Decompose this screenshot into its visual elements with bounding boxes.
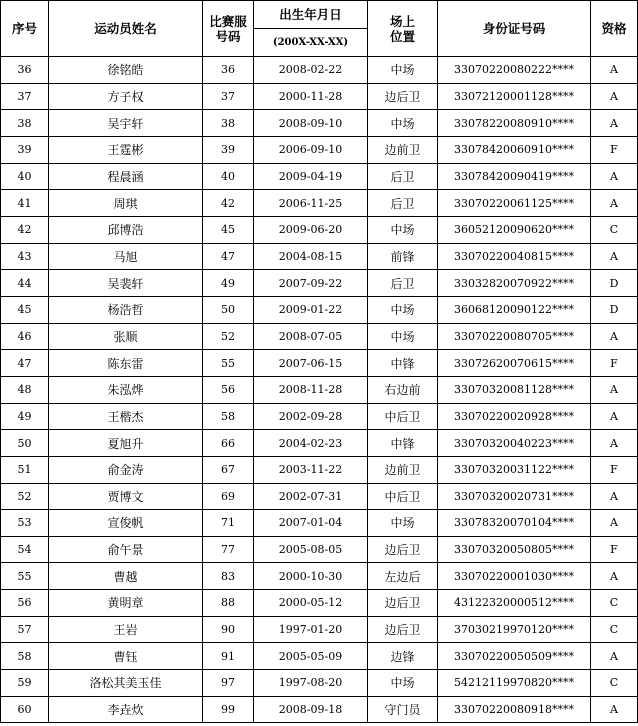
cell-position: 中锋	[368, 430, 438, 457]
cell-name: 王楷杰	[49, 403, 203, 430]
cell-jersey: 52	[203, 323, 254, 350]
cell-index: 57	[1, 616, 49, 643]
table-row	[1, 616, 638, 643]
cell-qualification: F	[591, 350, 638, 377]
cell-qualification: A	[591, 696, 638, 723]
table-row	[1, 296, 638, 323]
cell-birth: 2009-04-19	[254, 163, 368, 190]
cell-id-number: 33078320070104****	[438, 510, 591, 537]
cell-position: 中锋	[368, 350, 438, 377]
cell-name: 夏旭升	[49, 430, 203, 457]
table-row	[1, 376, 638, 403]
cell-id-number: 33078420090419****	[438, 163, 591, 190]
cell-position: 右边前	[368, 376, 438, 403]
cell-qualification: A	[591, 110, 638, 137]
cell-id-number: 33070220080705****	[438, 323, 591, 350]
cell-position: 中后卫	[368, 403, 438, 430]
cell-qualification: A	[591, 643, 638, 670]
cell-birth: 2000-05-12	[254, 590, 368, 617]
cell-qualification: A	[591, 190, 638, 217]
cell-name: 徐铭皓	[49, 57, 203, 84]
cell-index: 51	[1, 456, 49, 483]
cell-qualification: A	[591, 403, 638, 430]
cell-index: 38	[1, 110, 49, 137]
cell-position: 后卫	[368, 190, 438, 217]
table-row	[1, 163, 638, 190]
cell-birth: 2006-11-25	[254, 190, 368, 217]
cell-id-number: 33070220080918****	[438, 696, 591, 723]
cell-name: 宣俊帆	[49, 510, 203, 537]
cell-index: 45	[1, 296, 49, 323]
cell-jersey: 99	[203, 696, 254, 723]
cell-qualification: A	[591, 323, 638, 350]
cell-qualification: A	[591, 430, 638, 457]
cell-name: 马旭	[49, 243, 203, 270]
cell-jersey: 49	[203, 270, 254, 297]
table-row	[1, 57, 638, 84]
cell-birth: 2009-06-20	[254, 216, 368, 243]
cell-position: 边前卫	[368, 456, 438, 483]
cell-position: 边后卫	[368, 536, 438, 563]
header-qualification: 资格	[591, 1, 638, 57]
cell-name: 黄明章	[49, 590, 203, 617]
cell-index: 40	[1, 163, 49, 190]
cell-qualification: A	[591, 376, 638, 403]
cell-position: 边后卫	[368, 83, 438, 110]
cell-name: 王岩	[49, 616, 203, 643]
table-row	[1, 696, 638, 723]
cell-birth: 2005-08-05	[254, 536, 368, 563]
table-row	[1, 670, 638, 697]
cell-id-number: 33070320081128****	[438, 376, 591, 403]
cell-position: 中场	[368, 670, 438, 697]
cell-birth: 2000-10-30	[254, 563, 368, 590]
cell-jersey: 66	[203, 430, 254, 457]
cell-position: 后卫	[368, 270, 438, 297]
table-row	[1, 110, 638, 137]
cell-jersey: 77	[203, 536, 254, 563]
cell-id-number: 33072620070615****	[438, 350, 591, 377]
cell-id-number: 36068120090122****	[438, 296, 591, 323]
cell-index: 52	[1, 483, 49, 510]
table-row	[1, 590, 638, 617]
cell-id-number: 33032820070922****	[438, 270, 591, 297]
cell-birth: 2007-01-04	[254, 510, 368, 537]
cell-index: 49	[1, 403, 49, 430]
cell-index: 44	[1, 270, 49, 297]
cell-index: 46	[1, 323, 49, 350]
cell-qualification: A	[591, 483, 638, 510]
cell-position: 前锋	[368, 243, 438, 270]
cell-qualification: C	[591, 216, 638, 243]
cell-index: 56	[1, 590, 49, 617]
cell-birth: 2004-02-23	[254, 430, 368, 457]
cell-jersey: 69	[203, 483, 254, 510]
cell-qualification: D	[591, 270, 638, 297]
cell-id-number: 33070220050509****	[438, 643, 591, 670]
cell-birth: 2002-07-31	[254, 483, 368, 510]
cell-jersey: 42	[203, 190, 254, 217]
cell-birth: 2008-11-28	[254, 376, 368, 403]
cell-name: 程晨涵	[49, 163, 203, 190]
cell-id-number: 33070220061125****	[438, 190, 591, 217]
table-row	[1, 643, 638, 670]
cell-position: 守门员	[368, 696, 438, 723]
cell-qualification: F	[591, 536, 638, 563]
cell-name: 李垚炊	[49, 696, 203, 723]
cell-index: 37	[1, 83, 49, 110]
header-birth: 出生年月日	[254, 1, 368, 29]
header-id-number: 身份证号码	[438, 1, 591, 57]
cell-jersey: 38	[203, 110, 254, 137]
cell-name: 吴裴轩	[49, 270, 203, 297]
table-row	[1, 456, 638, 483]
table-row	[1, 483, 638, 510]
table-row	[1, 536, 638, 563]
cell-name: 王霆彬	[49, 136, 203, 163]
cell-id-number: 37030219970120****	[438, 616, 591, 643]
cell-birth: 2006-09-10	[254, 136, 368, 163]
cell-qualification: F	[591, 456, 638, 483]
cell-id-number: 33070220020928****	[438, 403, 591, 430]
cell-id-number: 33070220080222****	[438, 57, 591, 84]
header-position-label: 场上位置	[389, 13, 415, 44]
cell-birth: 1997-01-20	[254, 616, 368, 643]
cell-qualification: A	[591, 163, 638, 190]
cell-index: 59	[1, 670, 49, 697]
table-row	[1, 510, 638, 537]
cell-qualification: C	[591, 670, 638, 697]
cell-index: 50	[1, 430, 49, 457]
header-birth-format: (200X-XX-XX)	[254, 29, 368, 57]
cell-index: 39	[1, 136, 49, 163]
cell-index: 36	[1, 57, 49, 84]
cell-index: 60	[1, 696, 49, 723]
cell-position: 中后卫	[368, 483, 438, 510]
roster-body	[1, 57, 638, 723]
cell-qualification: A	[591, 510, 638, 537]
cell-qualification: F	[591, 136, 638, 163]
cell-index: 41	[1, 190, 49, 217]
cell-jersey: 71	[203, 510, 254, 537]
cell-id-number: 43122320000512****	[438, 590, 591, 617]
cell-jersey: 67	[203, 456, 254, 483]
table-row	[1, 216, 638, 243]
cell-jersey: 39	[203, 136, 254, 163]
cell-name: 周琪	[49, 190, 203, 217]
table-row	[1, 430, 638, 457]
cell-name: 陈东雷	[49, 350, 203, 377]
cell-name: 曹钰	[49, 643, 203, 670]
cell-id-number: 33070220001030****	[438, 563, 591, 590]
cell-position: 中场	[368, 110, 438, 137]
cell-birth: 1997-08-20	[254, 670, 368, 697]
cell-qualification: C	[591, 590, 638, 617]
cell-jersey: 55	[203, 350, 254, 377]
cell-id-number: 36052120090620****	[438, 216, 591, 243]
cell-position: 中场	[368, 323, 438, 350]
cell-jersey: 91	[203, 643, 254, 670]
cell-index: 43	[1, 243, 49, 270]
cell-qualification: A	[591, 57, 638, 84]
cell-jersey: 90	[203, 616, 254, 643]
cell-birth: 2005-05-09	[254, 643, 368, 670]
cell-index: 54	[1, 536, 49, 563]
table-row	[1, 243, 638, 270]
cell-position: 左边后	[368, 563, 438, 590]
cell-position: 边锋	[368, 643, 438, 670]
cell-birth: 2004-08-15	[254, 243, 368, 270]
cell-name: 吴宇轩	[49, 110, 203, 137]
cell-id-number: 33070320050805****	[438, 536, 591, 563]
cell-position: 中场	[368, 216, 438, 243]
cell-index: 55	[1, 563, 49, 590]
cell-qualification: D	[591, 296, 638, 323]
table-row	[1, 323, 638, 350]
cell-position: 中场	[368, 510, 438, 537]
cell-jersey: 36	[203, 57, 254, 84]
roster-header	[1, 1, 638, 57]
cell-jersey: 56	[203, 376, 254, 403]
cell-jersey: 37	[203, 83, 254, 110]
cell-position: 边后卫	[368, 616, 438, 643]
cell-birth: 2007-06-15	[254, 350, 368, 377]
header-position	[368, 1, 438, 57]
cell-name: 曹越	[49, 563, 203, 590]
header-jersey-label: 比赛服号码	[209, 13, 247, 44]
cell-name: 贾博文	[49, 483, 203, 510]
cell-index: 47	[1, 350, 49, 377]
cell-position: 后卫	[368, 163, 438, 190]
cell-id-number: 33070320020731****	[438, 483, 591, 510]
cell-birth: 2007-09-22	[254, 270, 368, 297]
cell-jersey: 83	[203, 563, 254, 590]
table-row	[1, 350, 638, 377]
cell-qualification: A	[591, 243, 638, 270]
cell-position: 中场	[368, 57, 438, 84]
cell-name: 杨浩哲	[49, 296, 203, 323]
cell-id-number: 33078420060910****	[438, 136, 591, 163]
cell-jersey: 50	[203, 296, 254, 323]
cell-id-number: 33070320031122****	[438, 456, 591, 483]
cell-position: 边后卫	[368, 590, 438, 617]
cell-position: 边前卫	[368, 136, 438, 163]
cell-birth: 2002-09-28	[254, 403, 368, 430]
cell-position: 中场	[368, 296, 438, 323]
cell-birth: 2008-02-22	[254, 57, 368, 84]
header-jersey	[203, 1, 254, 57]
cell-jersey: 58	[203, 403, 254, 430]
cell-name: 邱博浩	[49, 216, 203, 243]
cell-index: 58	[1, 643, 49, 670]
cell-name: 朱泓烨	[49, 376, 203, 403]
cell-jersey: 47	[203, 243, 254, 270]
cell-name: 俞金涛	[49, 456, 203, 483]
cell-index: 48	[1, 376, 49, 403]
cell-jersey: 45	[203, 216, 254, 243]
table-row	[1, 403, 638, 430]
cell-name: 俞午景	[49, 536, 203, 563]
table-row	[1, 190, 638, 217]
cell-id-number: 33078220080910****	[438, 110, 591, 137]
cell-birth: 2000-11-28	[254, 83, 368, 110]
cell-id-number: 33070220040815****	[438, 243, 591, 270]
cell-birth: 2008-07-05	[254, 323, 368, 350]
table-row	[1, 563, 638, 590]
cell-birth: 2008-09-18	[254, 696, 368, 723]
cell-id-number: 54212119970820****	[438, 670, 591, 697]
cell-name: 方子权	[49, 83, 203, 110]
cell-qualification: A	[591, 83, 638, 110]
cell-qualification: A	[591, 563, 638, 590]
table-row	[1, 83, 638, 110]
cell-jersey: 88	[203, 590, 254, 617]
table-row	[1, 136, 638, 163]
cell-birth: 2003-11-22	[254, 456, 368, 483]
cell-name: 张顺	[49, 323, 203, 350]
cell-id-number: 33072120001128****	[438, 83, 591, 110]
table-row	[1, 270, 638, 297]
cell-index: 42	[1, 216, 49, 243]
cell-id-number: 33070320040223****	[438, 430, 591, 457]
header-name: 运动员姓名	[49, 1, 203, 57]
header-index: 序号	[1, 1, 49, 57]
cell-jersey: 97	[203, 670, 254, 697]
cell-name: 洛松其美玉佳	[49, 670, 203, 697]
cell-jersey: 40	[203, 163, 254, 190]
cell-qualification: C	[591, 616, 638, 643]
cell-birth: 2008-09-10	[254, 110, 368, 137]
cell-birth: 2009-01-22	[254, 296, 368, 323]
cell-index: 53	[1, 510, 49, 537]
